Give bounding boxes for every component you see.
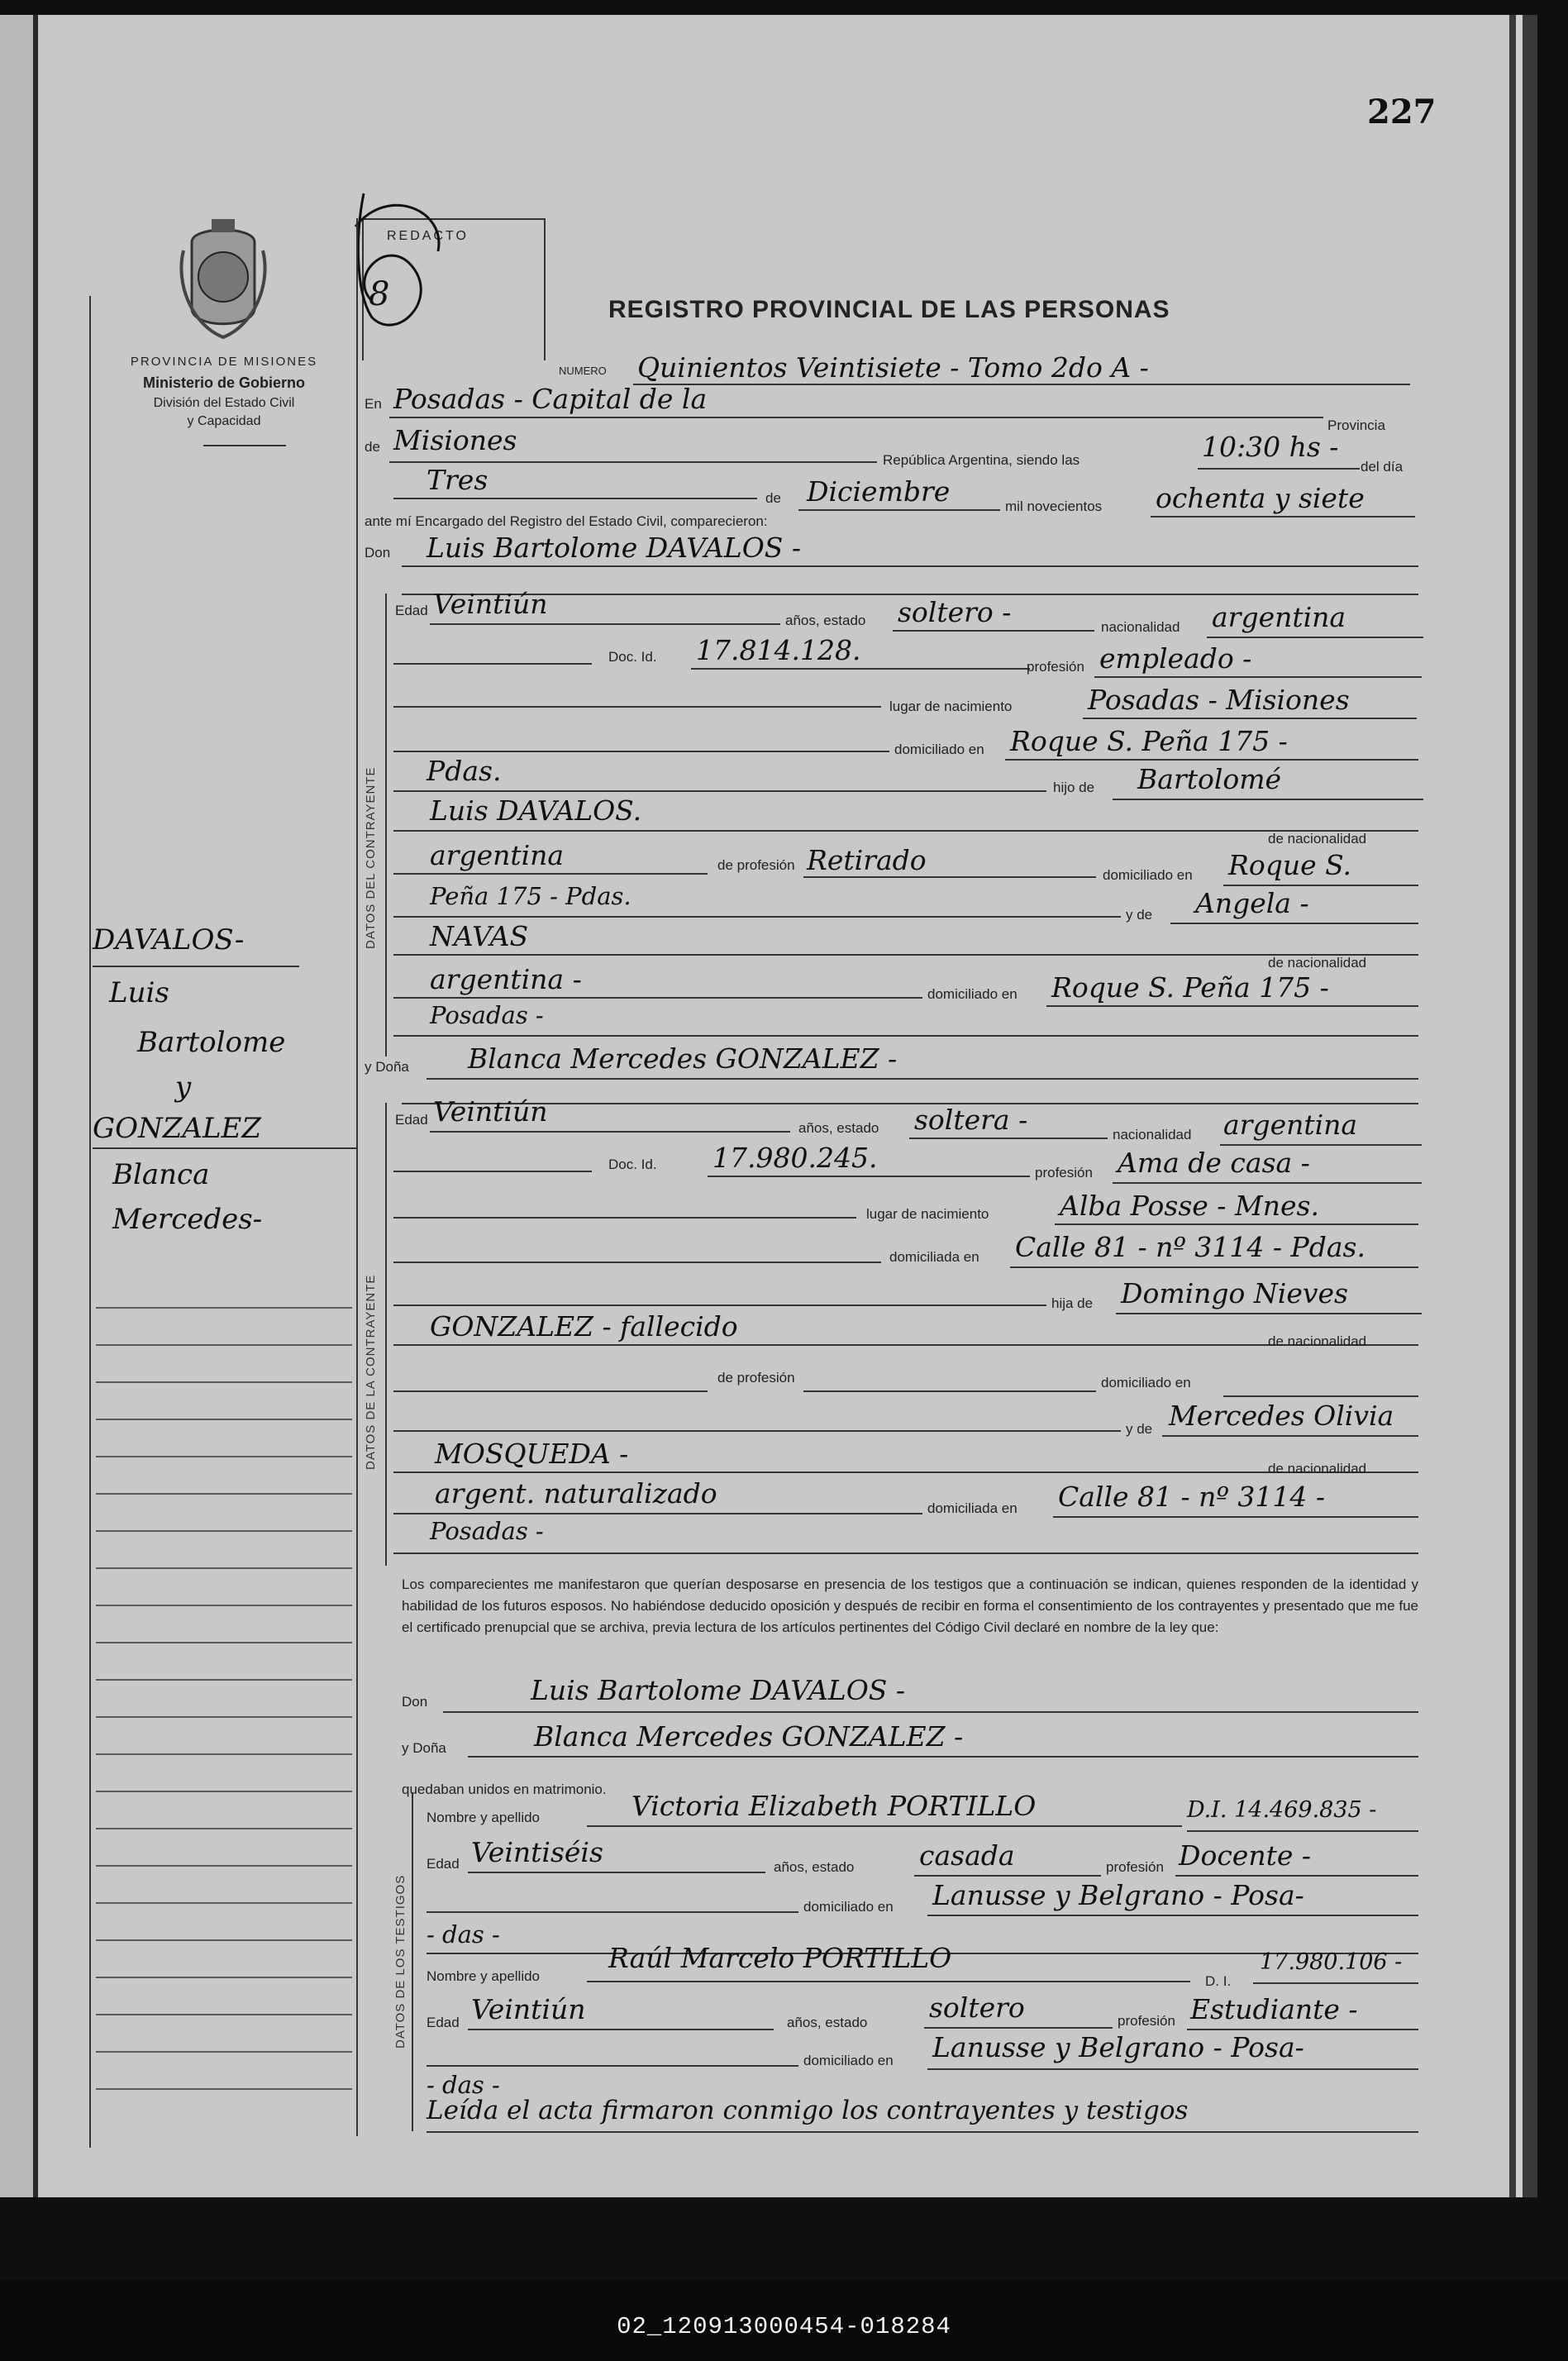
field-line	[402, 565, 1418, 567]
nombre-label: Nombre y apellido	[427, 1968, 541, 1984]
witness2-age: Veintiún	[471, 1993, 586, 2025]
field-line	[393, 1430, 1121, 1432]
groom-father-profession: Retirado	[807, 844, 927, 876]
field-line	[393, 1344, 1418, 1346]
del-dia-label: del día	[1361, 459, 1404, 475]
y-dona-label: y Doña	[365, 1059, 409, 1075]
field-line	[1094, 676, 1422, 678]
witness2-address-2: - das -	[427, 2071, 500, 2099]
field-line	[1198, 468, 1360, 470]
bride-father-name: Domingo Nieves	[1121, 1277, 1348, 1309]
bride-father-surname: GONZALEZ - fallecido	[430, 1310, 738, 1343]
section-rule	[412, 1792, 413, 2131]
groom-age: Veintiún	[433, 588, 548, 620]
field-line	[393, 1035, 1418, 1037]
section-rule	[385, 1103, 387, 1566]
bride-name: Blanca Mercedes GONZALEZ -	[468, 1042, 898, 1075]
field-line	[393, 751, 889, 752]
field-line	[393, 997, 922, 999]
ante-label: ante mí Encargado del Registro del Estado Civil, comparecieron:	[365, 513, 768, 529]
field-line	[1151, 516, 1415, 518]
margin-note-line: Mercedes-	[112, 1203, 263, 1236]
de-profesion-label: de profesión	[717, 1370, 795, 1386]
previous-page-edge	[0, 15, 33, 2197]
field-line	[430, 623, 780, 625]
page-number: 227	[1367, 93, 1437, 131]
witness1-profession: Docente -	[1179, 1839, 1312, 1872]
day-value: Tres	[427, 464, 489, 496]
field-line	[1116, 1313, 1422, 1314]
groom-birthplace: Posadas - Misiones	[1088, 684, 1350, 716]
bride-mother-nationality: argent. naturalizado	[435, 1477, 717, 1510]
provincia-label: Provincia	[1327, 417, 1385, 433]
witness1-age: Veintiséis	[471, 1836, 603, 1868]
bride-birthplace: Alba Posse - Mnes.	[1060, 1190, 1319, 1222]
field-line	[393, 1262, 881, 1263]
groom-nationality: argentina	[1212, 601, 1346, 633]
witness2-name: Raúl Marcelo PORTILLO	[608, 1942, 952, 1974]
field-line	[393, 1513, 922, 1514]
nacionalidad-label: nacionalidad	[1101, 619, 1180, 635]
register-page	[38, 15, 1509, 2197]
de-nacionalidad-label: de nacionalidad	[1268, 831, 1367, 847]
ministry-name: Ministerio de Gobierno	[142, 374, 305, 391]
division-name-2: y Capacidad	[187, 414, 261, 428]
bride-mother-name: Mercedes Olivia	[1169, 1400, 1394, 1432]
book-binding	[1509, 15, 1537, 2197]
field-line	[1175, 1875, 1418, 1877]
year-value: ochenta y siete	[1156, 482, 1365, 514]
groom-profession: empleado -	[1099, 642, 1252, 675]
estado-label: años, estado	[798, 1120, 879, 1136]
field-line	[443, 1711, 1418, 1713]
field-line	[393, 1390, 708, 1392]
field-line	[1162, 1435, 1418, 1437]
domicilio-label: domiciliado en	[1103, 867, 1193, 883]
de-label: de	[365, 439, 380, 455]
act-number-value: Quinientos Veintisiete - Tomo 2do A -	[637, 351, 1149, 384]
groom-address: Roque S. Peña 175 -	[1010, 725, 1288, 757]
main-column-rule	[356, 218, 358, 2136]
field-line	[909, 1138, 1108, 1139]
don-label: Don	[365, 545, 391, 560]
nombre-label: Nombre y apellido	[427, 1810, 541, 1825]
field-line	[389, 461, 877, 463]
field-line	[927, 2068, 1418, 2070]
margin-note-line: Blanca	[112, 1158, 210, 1191]
profesion-label: profesión	[1035, 1165, 1093, 1180]
field-line	[402, 594, 1418, 595]
estado-label: años, estado	[787, 2015, 868, 2030]
groom-mother-surname: NAVAS	[430, 920, 529, 952]
witness2-di: 17.980.106 -	[1260, 1949, 1403, 1975]
profesion-label: profesión	[1106, 1859, 1164, 1875]
domicilio-label: domiciliado en	[927, 986, 1018, 1002]
declaration-paragraph: Los comparecientes me manifestaron que querían desposarse en presencia de los testigos que a continuación se indican, quienes responden de la identidad y habilidad de los futuros esposos. No habiéndose deducido oposición y después de recibir en forma el consentimiento de los contrayentes y presentado que me fue el certificado prenupcial que se archiva, previa lectura de los artículos pertinentes del Código Civil declaré en nombre de la ley que:	[402, 1576, 1418, 1635]
groom-status: soltero -	[898, 596, 1012, 628]
field-line	[402, 1103, 1418, 1104]
field-line	[1207, 637, 1423, 638]
field-line	[803, 1390, 1096, 1392]
en-label: En	[365, 396, 382, 412]
estado-label: años, estado	[785, 613, 866, 628]
side-label-contrayenta: DATOS DE LA CONTRAYENTE	[364, 1274, 378, 1470]
y-de-label: y de	[1126, 907, 1153, 923]
hijo-label: hijo de	[1053, 780, 1095, 795]
bride-mother-address-2: Posadas -	[430, 1517, 544, 1545]
coat-of-arms-emblem	[175, 217, 271, 341]
groom-mother-nationality: argentina -	[430, 963, 582, 995]
quedaban-label: quedaban unidos en matrimonio.	[402, 1781, 607, 1797]
bride-age: Veintiún	[433, 1095, 548, 1128]
field-line	[393, 498, 757, 499]
bride-mother-address: Calle 81 - nº 3114 -	[1058, 1481, 1326, 1513]
margin-note-underline	[93, 1147, 357, 1149]
field-line	[1223, 885, 1418, 886]
groom-father-address: Roque S.	[1228, 849, 1352, 881]
margin-note-line: y	[175, 1071, 192, 1104]
field-line	[1253, 1982, 1418, 1984]
field-line	[1046, 1005, 1418, 1007]
redacto-mark: 8	[369, 275, 390, 313]
redacto-label: REDACTO	[387, 229, 469, 243]
hour-value: 10:30 hs -	[1202, 431, 1339, 463]
field-line	[430, 1131, 790, 1133]
field-line	[1170, 923, 1418, 924]
groom-mother-address-2: Posadas -	[430, 1001, 544, 1029]
field-line	[924, 2027, 1113, 2029]
domicilio-label: domiciliado en	[803, 1899, 894, 1915]
bride-profession: Ama de casa -	[1118, 1147, 1310, 1179]
province-name: PROVINCIA DE MISIONES	[130, 355, 318, 369]
field-line	[427, 1078, 1418, 1080]
field-line	[393, 663, 592, 665]
union-bride-name: Blanca Mercedes GONZALEZ -	[534, 1720, 964, 1753]
field-line	[691, 668, 1030, 670]
field-line	[1113, 799, 1423, 800]
di-label: D. I.	[1205, 1973, 1232, 1989]
lugar-label: lugar de nacimiento	[866, 1206, 989, 1222]
nacionalidad-label: nacionalidad	[1113, 1127, 1192, 1142]
field-line	[468, 1872, 765, 1873]
field-line	[393, 1217, 856, 1219]
y-de-label: y de	[1126, 1421, 1153, 1437]
field-line	[1187, 1830, 1418, 1832]
domicilio-label: domiciliado en	[894, 742, 984, 757]
field-line	[633, 384, 1410, 385]
side-label-testigos: DATOS DE LOS TESTIGOS	[393, 1874, 407, 2049]
witness2-status: soltero	[929, 1991, 1025, 2024]
bride-mother-surname: MOSQUEDA -	[435, 1438, 629, 1470]
image-id-label: 02_120913000454-018284	[617, 2313, 951, 2340]
field-line	[393, 1553, 1418, 1554]
domicilio-label: domiciliada en	[927, 1500, 1018, 1516]
groom-mother-address: Roque S. Peña 175 -	[1051, 971, 1329, 1004]
field-line	[803, 876, 1096, 878]
groom-address-2: Pdas.	[427, 755, 502, 787]
groom-father-address-2: Peña 175 - Pdas.	[430, 882, 631, 910]
witness1-status: casada	[919, 1839, 1015, 1872]
header-divider	[203, 445, 286, 446]
field-line	[393, 873, 708, 875]
groom-father-name: Bartolomé	[1137, 763, 1282, 795]
field-line	[1113, 1182, 1422, 1184]
edad-label: Edad	[395, 1112, 428, 1128]
edad-label: Edad	[395, 603, 428, 618]
mil-label: mil novecientos	[1005, 498, 1103, 514]
de-nacionalidad-label: de nacionalidad	[1268, 1333, 1367, 1349]
field-line	[1005, 759, 1418, 761]
de-label: de	[765, 490, 781, 506]
field-line	[1053, 1516, 1418, 1518]
field-line	[393, 1171, 592, 1172]
section-rule	[385, 594, 387, 1056]
profesion-label: profesión	[1027, 659, 1084, 675]
groom-doc: 17.814.128.	[696, 634, 861, 666]
groom-father-surname: Luis DAVALOS.	[430, 794, 642, 827]
field-line	[1083, 718, 1417, 719]
y-dona-label: y Doña	[402, 1740, 446, 1756]
de-profesion-label: de profesión	[717, 857, 795, 873]
profesion-label: profesión	[1118, 2013, 1175, 2029]
republica-label: República Argentina, siendo las	[883, 452, 1080, 468]
estado-label: años, estado	[774, 1859, 855, 1875]
field-line	[1223, 1395, 1418, 1397]
hija-label: hija de	[1051, 1295, 1094, 1311]
field-line	[1187, 2029, 1418, 2030]
field-line	[389, 417, 1323, 418]
witness1-name: Victoria Elizabeth PORTILLO	[631, 1790, 1037, 1822]
margin-note-line: Luis	[109, 976, 169, 1009]
division-name: División del Estado Civil	[153, 396, 295, 410]
margin-note-underline	[93, 966, 299, 967]
margin-rule	[89, 296, 91, 2148]
field-line	[427, 1911, 798, 1913]
field-line	[708, 1176, 1030, 1177]
field-line	[393, 706, 881, 708]
union-groom-name: Luis Bartolome DAVALOS -	[531, 1674, 905, 1706]
domicilio-label: domiciliado en	[1101, 1375, 1191, 1390]
bride-doc: 17.980.245.	[713, 1142, 878, 1174]
margin-note-line: GONZALEZ	[93, 1112, 261, 1145]
field-line	[468, 2029, 774, 2030]
field-line	[393, 1471, 1418, 1473]
don-label: Don	[402, 1694, 428, 1710]
de-nacionalidad-label: de nacionalidad	[1268, 955, 1367, 971]
lugar-label: lugar de nacimiento	[889, 699, 1013, 714]
groom-father-nationality: argentina	[430, 839, 565, 871]
groom-name: Luis Bartolome DAVALOS -	[427, 532, 801, 564]
bride-address: Calle 81 - nº 3114 - Pdas.	[1015, 1231, 1365, 1263]
field-line	[1055, 1223, 1418, 1225]
field-line	[393, 790, 1046, 792]
field-line	[1220, 1144, 1422, 1146]
domicilio-label: domiciliado en	[803, 2053, 894, 2068]
witness1-di: D.I. 14.469.835 -	[1187, 1797, 1377, 1823]
field-line	[427, 2065, 798, 2067]
field-line	[587, 1981, 1190, 1982]
de-nacionalidad-label: de nacionalidad	[1268, 1461, 1367, 1476]
register-title: REGISTRO PROVINCIAL DE LAS PERSONAS	[608, 296, 1170, 323]
margin-note-line: DAVALOS-	[93, 923, 245, 956]
field-line	[427, 2131, 1418, 2133]
place-value: Posadas - Capital de la	[393, 383, 708, 415]
numero-label: NUMERO	[559, 365, 607, 377]
edad-label: Edad	[427, 1856, 460, 1872]
field-line	[1010, 1266, 1418, 1268]
doc-label: Doc. Id.	[608, 649, 657, 665]
field-line	[393, 830, 1418, 832]
domicilio-label: domiciliada en	[889, 1249, 979, 1265]
bride-status: soltera -	[914, 1104, 1028, 1136]
bride-nationality: argentina	[1223, 1109, 1358, 1141]
province-value: Misiones	[393, 424, 517, 456]
signature-mark	[339, 177, 471, 342]
witness2-profession: Estudiante -	[1190, 1993, 1358, 2025]
side-label-contrayente: DATOS DEL CONTRAYENTE	[364, 766, 378, 949]
margin-note-line: Bartolome	[137, 1026, 286, 1059]
witness1-address: Lanusse y Belgrano - Posa-	[932, 1879, 1304, 1911]
field-line	[914, 1875, 1101, 1877]
closing-statement: Leída el acta firmaron conmigo los contrayentes y testigos	[427, 2096, 1189, 2125]
witness1-address-2: - das -	[427, 1920, 500, 1948]
edad-label: Edad	[427, 2015, 460, 2030]
witness2-address: Lanusse y Belgrano - Posa-	[932, 2031, 1304, 2063]
field-line	[893, 630, 1094, 632]
field-line	[393, 1305, 1046, 1306]
field-line	[393, 916, 1121, 918]
field-line	[468, 1756, 1418, 1758]
groom-mother-name: Angela -	[1195, 887, 1309, 919]
margin-lines	[96, 1271, 352, 2098]
field-line	[798, 509, 1000, 511]
doc-label: Doc. Id.	[608, 1157, 657, 1172]
field-line	[927, 1915, 1418, 1916]
month-value: Diciembre	[807, 475, 951, 508]
field-line	[587, 1825, 1182, 1827]
field-line	[393, 954, 1418, 956]
